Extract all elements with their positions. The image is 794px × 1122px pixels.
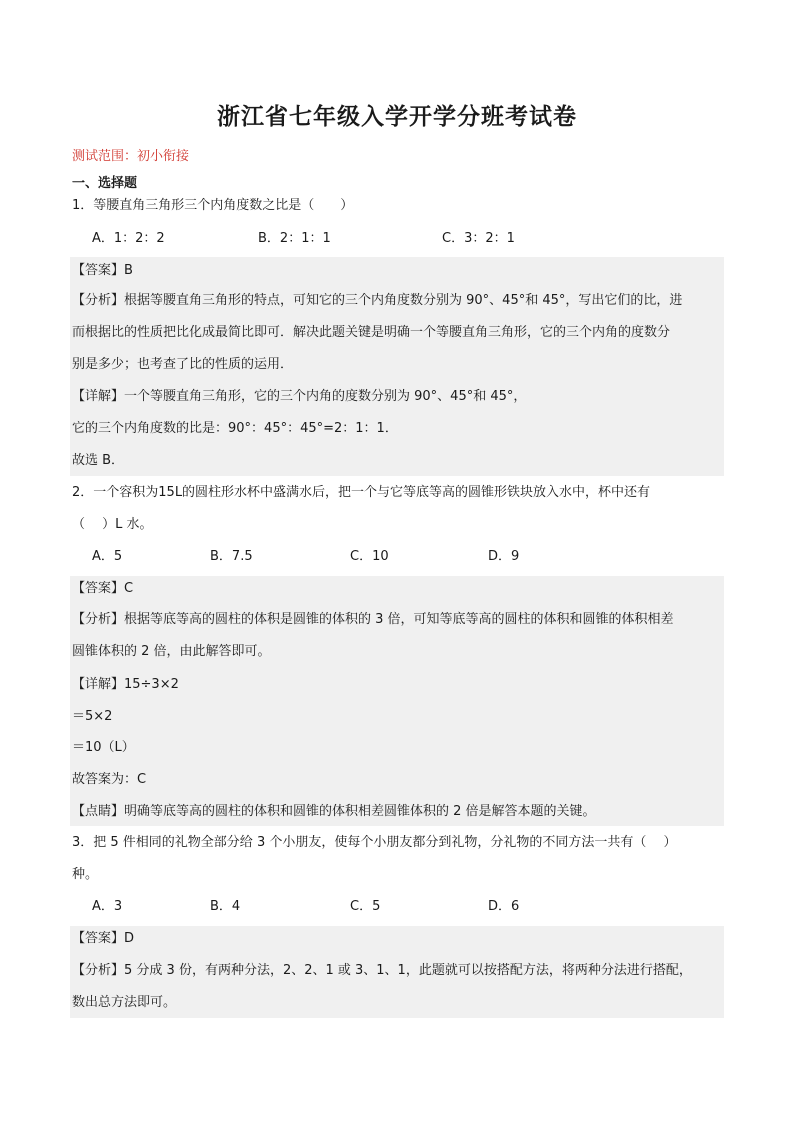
q2-tip: 【点睛】明确等底等高的圆柱的体积和圆锥的体积相差圆锥体积的 2 倍是解答本题的关键。 <box>72 804 596 819</box>
q1-option-c: C．3：2：1 <box>442 231 515 246</box>
q2-detail-line-2: ＝5×2 <box>72 709 113 724</box>
q2-analysis-line-2: 圆锥体积的 2 倍，由此解答即可。 <box>72 644 271 659</box>
q1-detail-line-2: 它的三个内角度数的比是：90°：45°：45°=2：1：1． <box>72 421 398 436</box>
q1-answer: 【答案】B <box>72 263 133 278</box>
q2-stem-line-1: 2．一个容积为15L的圆柱形水杯中盛满水后，把一个与它等底等高的圆锥形铁块放入水中，杯中还有 <box>72 485 651 500</box>
q2-option-a: A．5 <box>92 549 123 564</box>
q2-option-d: D．9 <box>488 549 520 564</box>
q3-answer: 【答案】D <box>72 931 135 946</box>
q2-detail-line-3: ＝10（L） <box>72 740 135 755</box>
q2-analysis-line-1: 【分析】根据等底等高的圆柱的体积是圆锥的体积的 3 倍，可知等底等高的圆柱的体积和圆锥的体积相差 <box>72 612 674 627</box>
q3-analysis-line-1: 【分析】5 分成 3 份，有两种分法，2、2、1 或 3、1、1，此题就可以按搭配方法，将两种分法进行搭配， <box>72 963 692 978</box>
q1-detail-line-1: 【详解】一个等腰直角三角形，它的三个内角的度数分别为 90°、45°和 45°， <box>72 389 527 404</box>
page-title: 浙江省七年级入学开学分班考试卷 <box>217 103 577 130</box>
q3-option-d: D．6 <box>488 899 520 914</box>
q1-stem: 1．等腰直角三角形三个内角度数之比是（ ） <box>72 198 354 213</box>
q2-option-c: C．10 <box>350 549 389 564</box>
test-scope: 测试范围：初小衔接 <box>72 149 190 164</box>
q2-answer: 【答案】C <box>72 581 134 596</box>
q3-option-a: A．3 <box>92 899 123 914</box>
q3-analysis-line-2: 数出总方法即可。 <box>72 995 177 1010</box>
q2-stem-line-2: （ ）L 水。 <box>72 517 153 532</box>
q2-detail-line-4: 故答案为：C <box>72 772 147 787</box>
q1-analysis-line-3: 别是多少；也考查了比的性质的运用． <box>72 357 294 372</box>
q1-analysis-line-1: 【分析】根据等腰直角三角形的特点，可知它的三个内角度数分别为 90°、45°和 45°，写出它们的比，进 <box>72 293 683 308</box>
q1-option-a: A．1：2：2 <box>92 231 165 246</box>
q3-stem-line-2: 种。 <box>72 867 99 882</box>
q3-stem-line-1: 3．把 5 件相同的礼物全部分给 3 个小朋友，使每个小朋友都分到礼物，分礼物的不同方法一共有（ ） <box>72 835 677 850</box>
q1-option-b: B．2：1：1 <box>258 231 331 246</box>
q2-detail-line-1: 【详解】15÷3×2 <box>72 677 179 692</box>
q1-analysis-line-2: 而根据比的性质把比化成最简比即可．解决此题关键是明确一个等腰直角三角形，它的三个内角的度数分 <box>72 325 671 340</box>
q3-option-b: B．4 <box>210 899 241 914</box>
q1-detail-line-3: 故选 B． <box>72 453 125 468</box>
q2-option-b: B．7.5 <box>210 549 253 564</box>
q3-option-c: C．5 <box>350 899 381 914</box>
section-heading: 一、选择题 <box>72 176 138 191</box>
